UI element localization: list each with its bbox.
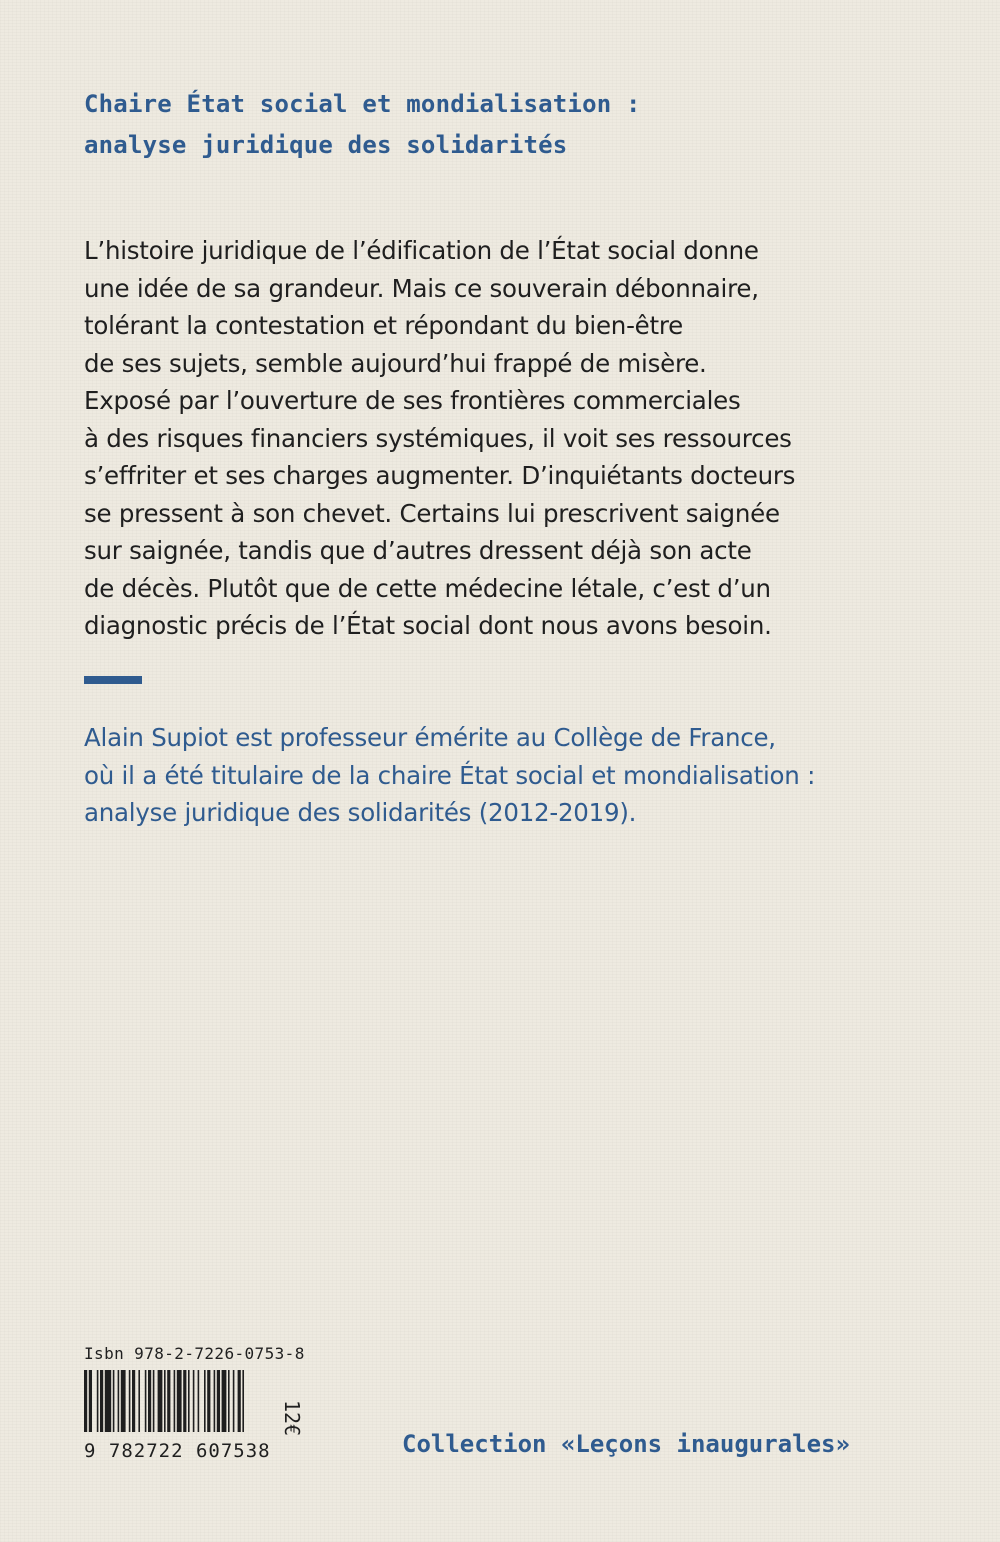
barcode-bar xyxy=(164,1370,166,1432)
barcode-bar xyxy=(129,1370,131,1432)
chaire-title-line: analyse juridique des solidarités xyxy=(84,131,568,159)
barcode-bar xyxy=(105,1370,111,1432)
barcode-bar xyxy=(207,1370,210,1432)
price-label: 12€ xyxy=(280,1400,304,1437)
summary-line: diagnostic précis de l’État social dont nous avons besoin. xyxy=(84,611,772,640)
summary-line: Exposé par l’ouverture de ses frontières commerciales xyxy=(84,386,741,415)
barcode-bar xyxy=(89,1370,92,1432)
barcode-bar xyxy=(97,1370,99,1432)
author-line: où il a été titulaire de la chaire État social et mondialisation : xyxy=(84,760,816,790)
barcode-bar xyxy=(84,1370,87,1432)
divider-rule xyxy=(84,676,142,684)
barcode-bar xyxy=(204,1370,206,1432)
barcode-bar xyxy=(158,1370,163,1432)
chaire-title-line: Chaire État social et mondialisation : xyxy=(84,90,641,118)
summary-line: à des risques financiers systémiques, il voit ses ressources xyxy=(84,423,792,453)
barcode-bar xyxy=(183,1370,186,1432)
chaire-title xyxy=(84,84,944,166)
barcode-bar xyxy=(113,1370,115,1432)
barcode-bar xyxy=(153,1370,155,1432)
isbn-label: Isbn 978-2-7226-0753-8 xyxy=(84,1344,305,1363)
summary-line: de ses sujets, semble aujourd’hui frappé de misère. xyxy=(84,348,707,378)
barcode-bar xyxy=(145,1370,147,1432)
barcode-bar xyxy=(198,1370,200,1432)
summary-line: s’effriter et ses charges augmenter. D’inquiétants docteurs xyxy=(84,461,796,490)
summary-paragraph xyxy=(84,232,964,645)
barcode-bar xyxy=(132,1370,135,1432)
barcode-bar xyxy=(100,1370,103,1432)
author-line: Alain Supiot est professeur émérite au Collège de France, xyxy=(84,723,776,752)
summary-line: tolérant la contestation et répondant du bien-être xyxy=(84,311,683,340)
barcode-bar xyxy=(138,1370,140,1432)
barcode-bar xyxy=(222,1370,227,1432)
barcode-bar xyxy=(188,1370,190,1432)
barcode-number: 9 782722 607538 xyxy=(84,1440,271,1462)
barcode-bar xyxy=(228,1370,230,1432)
barcode-bar xyxy=(148,1370,151,1432)
barcode-bar xyxy=(217,1370,220,1432)
barcode xyxy=(84,1370,296,1432)
author-line: analyse juridique des solidarités (2012-2019). xyxy=(84,798,637,827)
collection-label: Collection «Leçons inaugurales» xyxy=(402,1430,850,1458)
barcode-bar xyxy=(167,1370,170,1432)
summary-line: de décès. Plutôt que de cette médecine létale, c’est d’un xyxy=(84,573,771,603)
barcode-bar xyxy=(242,1370,244,1432)
summary-line: se pressent à son chevet. Certains lui prescrivent saignée xyxy=(84,498,780,528)
barcode-bar xyxy=(177,1370,182,1432)
barcode-bar xyxy=(121,1370,126,1432)
barcode-bar xyxy=(174,1370,176,1432)
barcode-bar xyxy=(214,1370,216,1432)
summary-line: une idée de sa grandeur. Mais ce souverain débonnaire, xyxy=(84,273,759,303)
summary-line: L’histoire juridique de l’édification de l’État social donne xyxy=(84,236,759,265)
barcode-bar xyxy=(118,1370,120,1432)
barcode-bar xyxy=(238,1370,241,1432)
author-bio xyxy=(84,719,984,832)
barcode-bar xyxy=(233,1370,235,1432)
summary-line: sur saignée, tandis que d’autres dressent déjà son acte xyxy=(84,536,752,565)
barcode-bar xyxy=(193,1370,195,1432)
